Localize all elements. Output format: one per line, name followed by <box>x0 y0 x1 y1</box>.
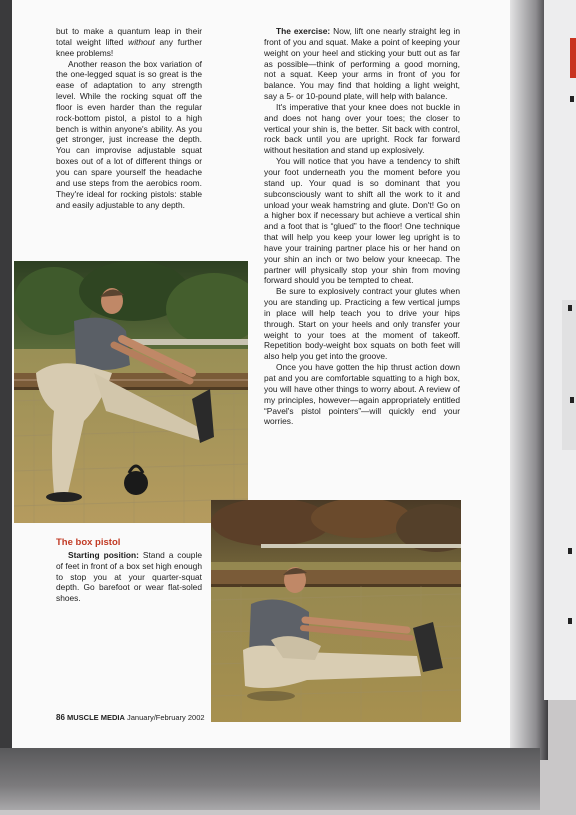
photo-image <box>14 261 248 523</box>
adjacent-page-image-fragment <box>562 300 576 450</box>
paragraph: It's imperative that your knee does not buckle in and does not hang over your toes; the closer to vertical your shin is, the better. Sit back with control, rock back until you are upright. Rock far forward without hesitation and stand up explosively. <box>264 101 460 156</box>
paragraph: Be sure to explosively contract your glutes when you are standing up. Practicing a few vertical jumps in place will help teach you to drive your hips through. Start on your heels and only transfer your weight to your toes at the moment of takeoff. Repetition body-weight box squats on both feet will also help you get into the groove. <box>264 286 460 362</box>
paragraph: Once you have gotten the hip thrust action down pat and you are comfortable squatting to a high box, you will have other things to worry about. A review of my principles, however—again appropriately entitled “Pavel's pistol pointers”—will quickly end your worries. <box>264 362 460 427</box>
paragraph: You will notice that you have a tendency to shift your foot underneath you the moment before you stand up. Your quad is so dominant that you subconsciously want to shift all the work to it and unload your weak hamstring and glute. Don't! Go on a higher box if necessary but achieve a vertical shin and a foot that is “glued” to the floor! One technique that will help you keep your lower leg upright is to have your training partner place his or her hand on your shin an inch or two below your kneecap. The partner will physically stop your shin from moving forward should you be tempted to cheat. <box>264 156 460 286</box>
paragraph: The exercise: Now, lift one nearly straight leg in front of you and squat. Make a point of keeping your weight on your heel and sticking your butt out as far as possible—think of performing a good morning, not a squat. Keep your arms in front of you for balance. You may find that holding a light weight, say a 5- or 10-pound plate, will help with balance. <box>264 26 460 102</box>
scan-bottom-shadow <box>0 748 540 810</box>
adjacent-page-bullet <box>570 397 574 403</box>
adjacent-page-red-mark <box>570 38 576 78</box>
exercise-label: The exercise: <box>276 26 331 36</box>
paragraph: Starting position: Stand a couple of feet in front of a box set high enough to stop you at your quarter-squat depth. Go barefoot or wear flat-soled shoes. <box>56 549 202 604</box>
adjacent-page-bullet <box>568 618 572 624</box>
paragraph: but to make a quantum leap in their total weight lifted without any further knee problems! <box>56 26 202 58</box>
adjacent-page-edge <box>544 0 576 700</box>
page-number: 86 <box>56 713 65 722</box>
article-column-right <box>264 26 460 427</box>
adjacent-page-bullet <box>568 305 572 311</box>
photo-one-leg-squat <box>14 261 248 523</box>
emphasis: without <box>128 36 155 47</box>
box-pistol-section <box>56 538 202 604</box>
article-column-left <box>56 26 202 210</box>
adjacent-page-bullet <box>568 548 572 554</box>
page-gutter <box>508 0 548 760</box>
starting-position-label: Starting position: <box>68 549 139 560</box>
photo-image <box>211 500 461 722</box>
paragraph: Another reason the box variation of the one-legged squat is so great is the ease of adaptation to any strength level. While the rocking squat off the floor is even harder than the regular rock-bottom pistol, a pistol to a high bench is within anyone's ability. As you get stronger, just increase the depth. You can improvise adjustable squat boxes out of a lot of different things or you can spare yourself the headache and use steps from the aerobics room. They're ideal for rocking pistols: stable and easily adjustable to any depth. <box>56 58 202 210</box>
magazine-name: MUSCLE MEDIA <box>67 713 125 722</box>
issue-date: January/February 2002 <box>127 713 205 722</box>
adjacent-page-bullet <box>570 96 574 102</box>
photo-seated-leg-extension <box>211 500 461 722</box>
page-footer <box>56 713 205 722</box>
scan-left-edge <box>0 0 12 770</box>
section-heading: The box pistol <box>56 537 121 548</box>
